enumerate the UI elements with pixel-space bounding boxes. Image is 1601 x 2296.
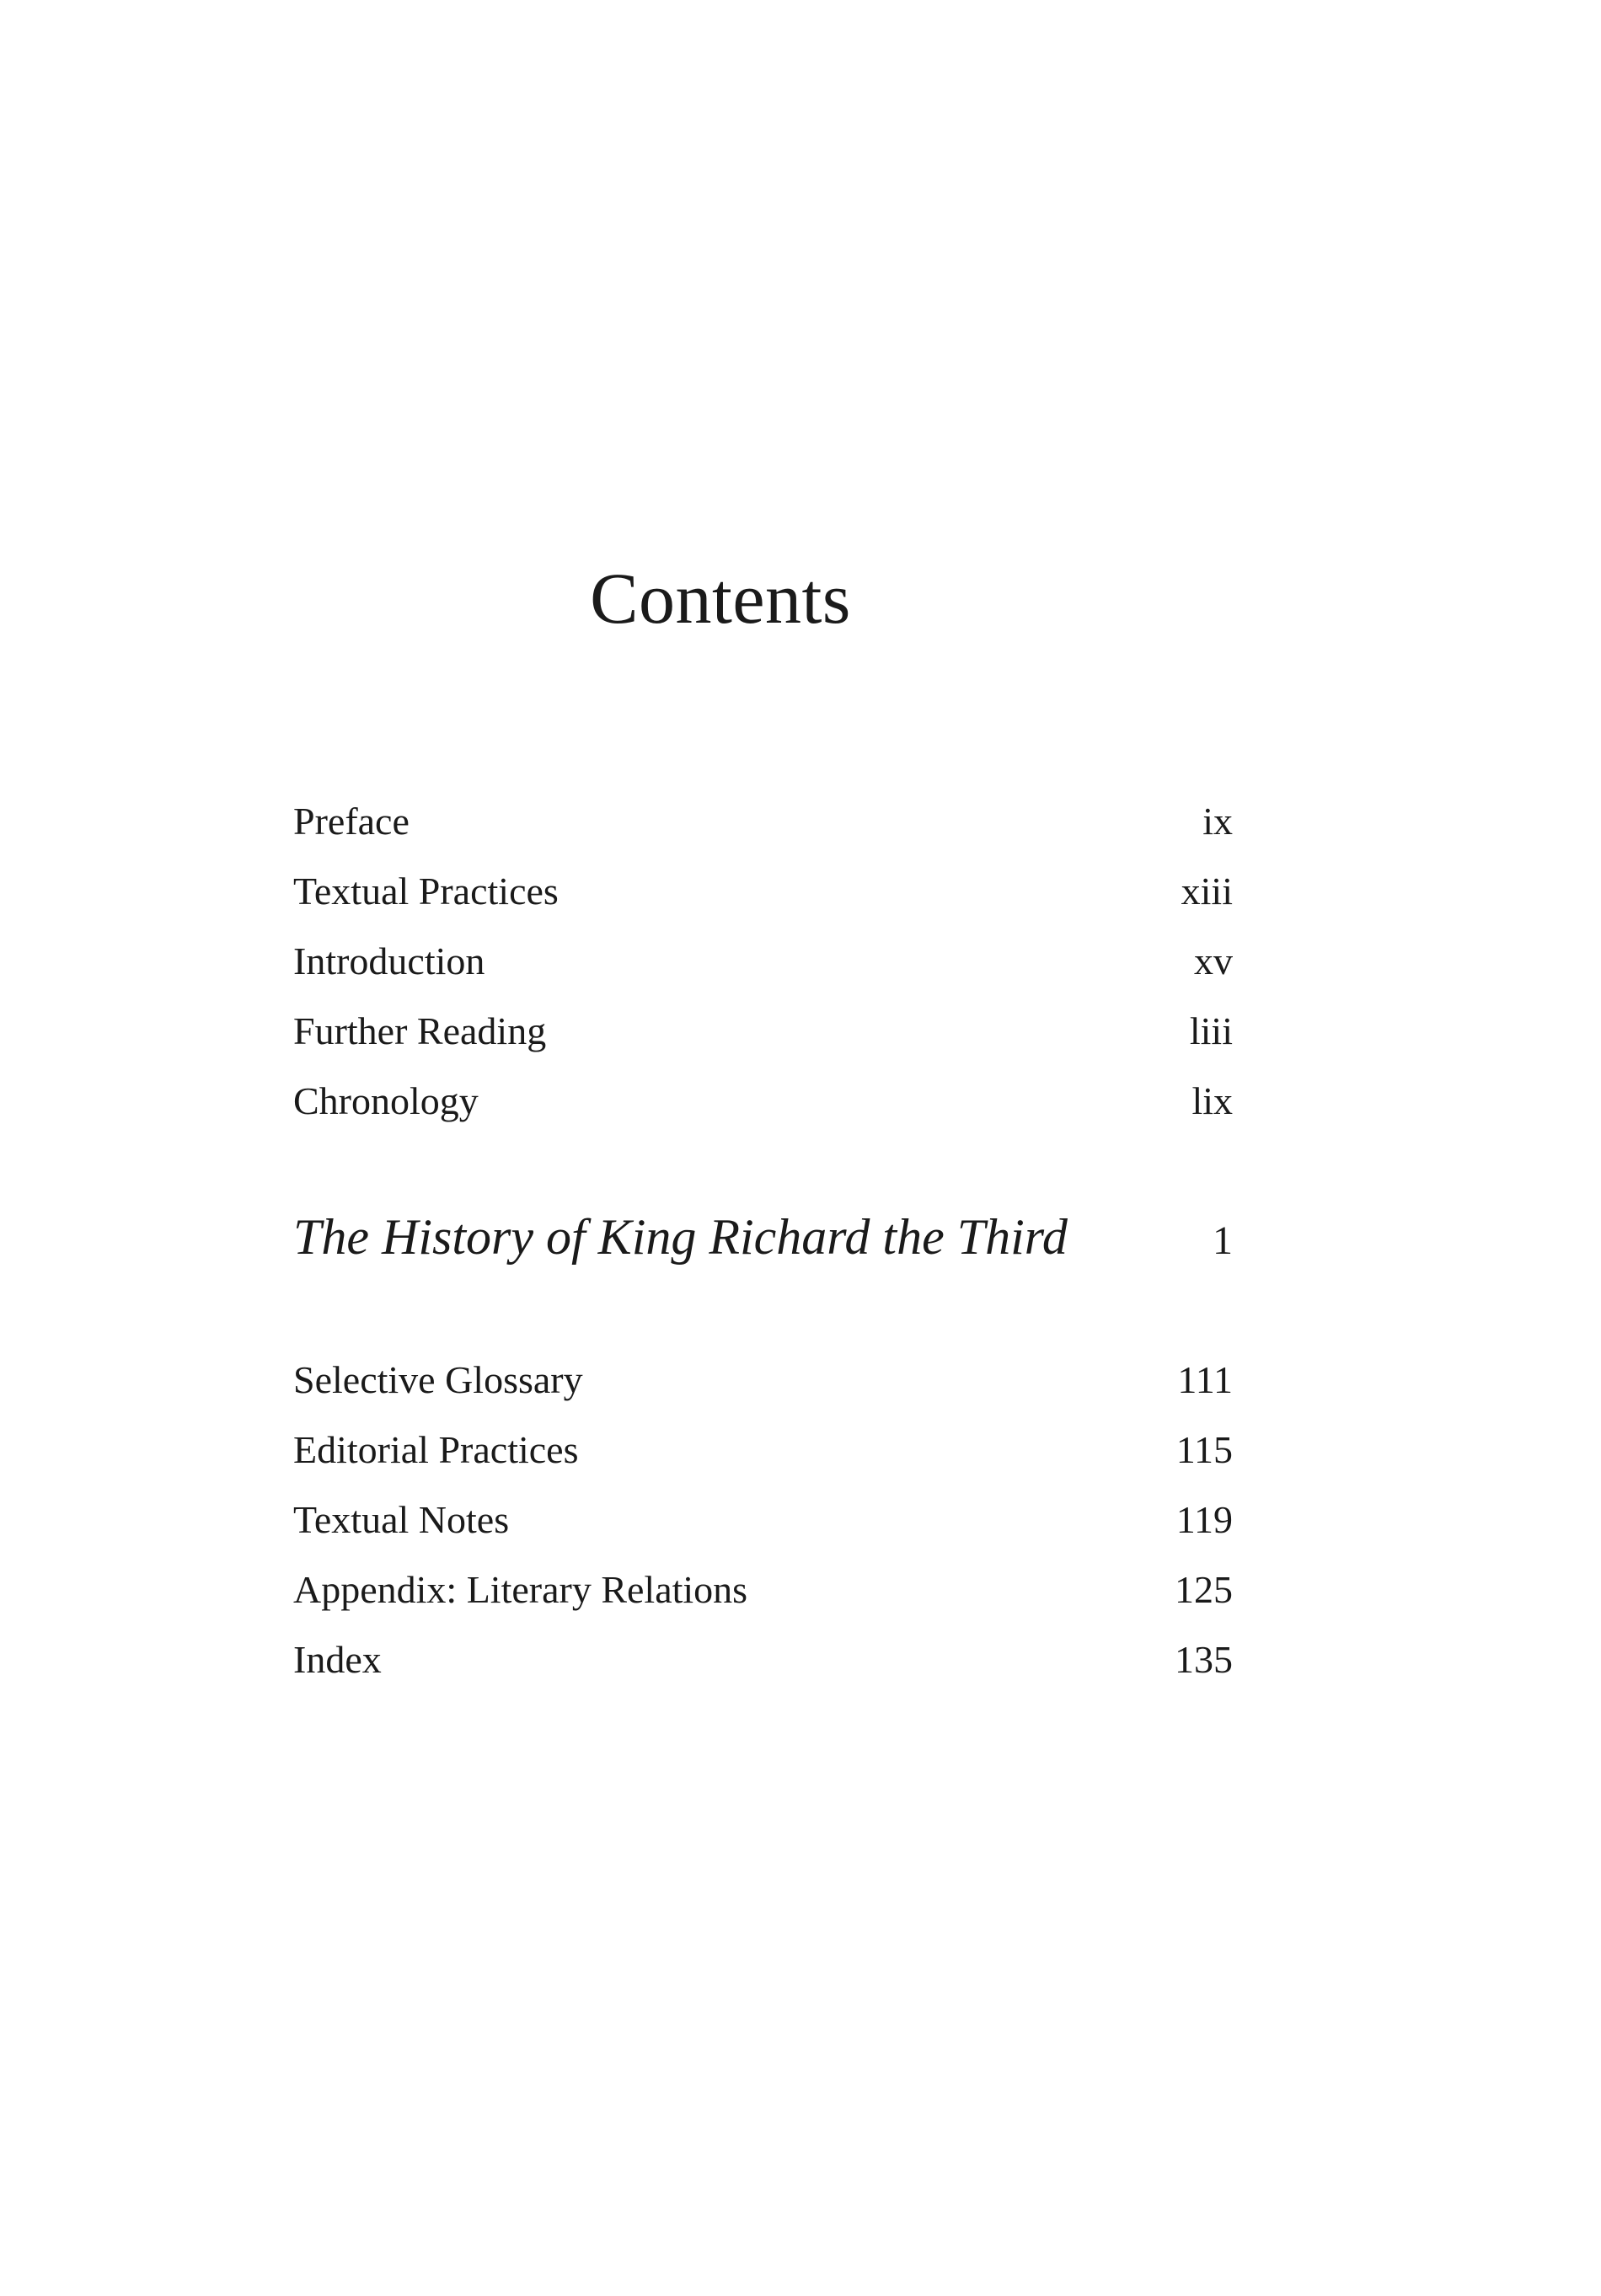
toc-entry-further-reading: [293, 996, 1233, 1066]
toc-entry-page-number: ix: [1202, 800, 1233, 843]
toc-entry-editorial-practices: [293, 1415, 1233, 1485]
toc-entry-label: Preface: [293, 800, 410, 843]
toc-entry-page-number: 135: [1175, 1638, 1233, 1681]
toc-entry-page-number: 125: [1175, 1568, 1233, 1611]
toc-entry-label: Appendix: Literary Relations: [293, 1568, 748, 1611]
toc-entry-label: Index: [293, 1638, 382, 1681]
toc-entry-page-number: 119: [1175, 1498, 1233, 1541]
toc-entry-page-number: xv: [1194, 939, 1233, 982]
toc-entry-page-number: liii: [1189, 1009, 1233, 1052]
toc-entry-label: Textual Practices: [293, 870, 559, 913]
toc-entry-page-number: 111: [1177, 1358, 1233, 1401]
toc-entry-page-number: 115: [1175, 1428, 1233, 1471]
toc-main-text: [293, 1195, 1233, 1279]
toc-back-matter: [293, 1345, 1233, 1694]
toc-entry-index: [293, 1624, 1233, 1694]
toc-entry-page-number: xiii: [1181, 870, 1233, 913]
toc-entry-preface: [293, 786, 1233, 856]
toc-entry-label: Selective Glossary: [293, 1358, 583, 1401]
toc-entry-label: Further Reading: [293, 1009, 547, 1052]
toc-entry-textual-practices: [293, 856, 1233, 926]
toc-entry-selective-glossary: [293, 1345, 1233, 1415]
toc-entry-label: Editorial Practices: [293, 1428, 579, 1471]
toc-entry-appendix: [293, 1555, 1233, 1624]
toc-entry-main-text: [293, 1195, 1233, 1279]
toc-entry-label: Textual Notes: [293, 1498, 510, 1541]
toc-entry-textual-notes: [293, 1485, 1233, 1555]
toc-entry-label: The History of King Richard the Third: [293, 1209, 1068, 1265]
toc-entry-introduction: [293, 926, 1233, 996]
toc-entry-chronology: [293, 1066, 1233, 1136]
toc-entry-page-number: 1: [1213, 1218, 1233, 1263]
toc-front-matter: [293, 786, 1233, 1136]
toc-entry-label: Chronology: [293, 1079, 479, 1122]
page-title: Contents: [590, 558, 851, 639]
toc-entry-label: Introduction: [293, 939, 485, 982]
toc-entry-page-number: lix: [1191, 1079, 1233, 1122]
